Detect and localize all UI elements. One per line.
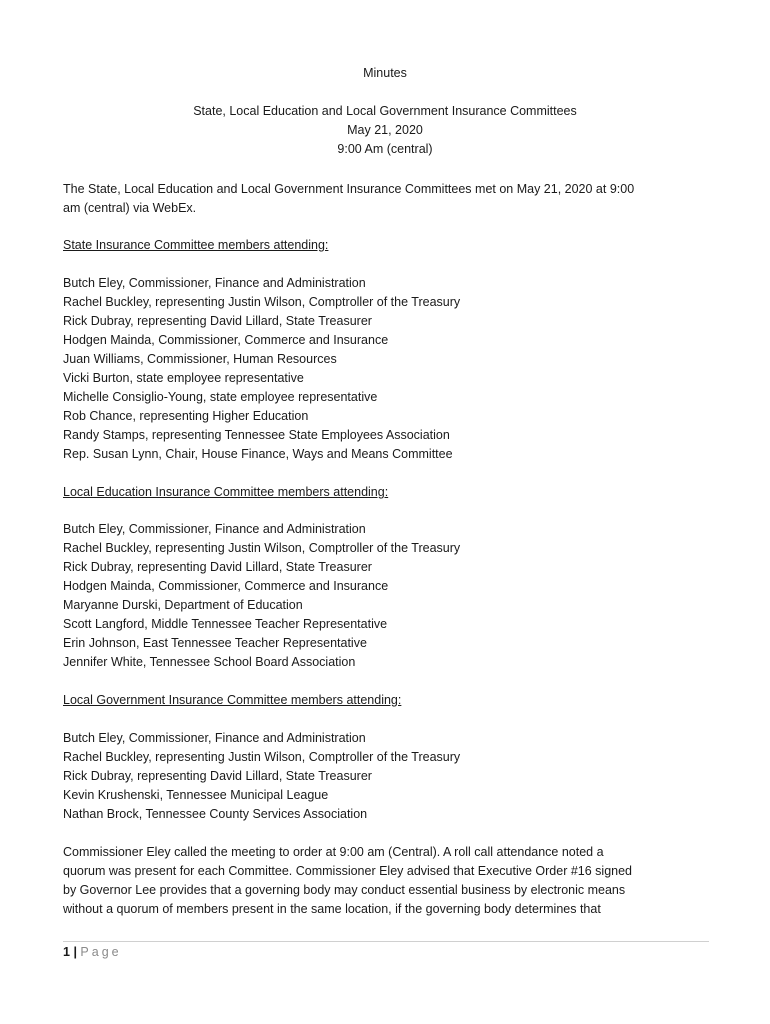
page-label: Page — [80, 945, 122, 959]
member-line: Michelle Consiglio-Young, state employee representative — [63, 390, 378, 404]
local-education-committee-heading: Local Education Insurance Committee members attending: — [63, 485, 389, 499]
member-line: Randy Stamps, representing Tennessee State Employees Association — [63, 428, 450, 442]
footer-separator: | — [73, 945, 77, 959]
member-line: Rachel Buckley, representing Justin Wilson, Comptroller of the Treasury — [63, 750, 461, 764]
meeting-date: May 21, 2020 — [347, 123, 423, 137]
intro-line: am (central) via WebEx. — [63, 201, 197, 215]
paragraph-line: without a quorum of members present in the same location, if the governing body determines that — [63, 902, 601, 916]
intro-line: The State, Local Education and Local Government Insurance Committees met on May 21, 2020 at 9:00 — [63, 182, 635, 196]
member-line: Scott Langford, Middle Tennessee Teacher Representative — [63, 617, 388, 631]
page-number: 1 — [63, 945, 70, 959]
member-line: Rachel Buckley, representing Justin Wilson, Comptroller of the Treasury — [63, 295, 461, 309]
member-line: Butch Eley, Commissioner, Finance and Administration — [63, 522, 366, 536]
member-line: Hodgen Mainda, Commissioner, Commerce and Insurance — [63, 579, 389, 593]
document-title: Minutes — [363, 66, 407, 80]
member-line: Erin Johnson, East Tennessee Teacher Representative — [63, 636, 367, 650]
member-line: Kevin Krushenski, Tennessee Municipal League — [63, 788, 329, 802]
member-line: Juan Williams, Commissioner, Human Resources — [63, 352, 337, 366]
member-line: Hodgen Mainda, Commissioner, Commerce and Insurance — [63, 333, 389, 347]
member-line: Butch Eley, Commissioner, Finance and Administration — [63, 276, 366, 290]
page-footer — [63, 944, 122, 960]
committees-title: State, Local Education and Local Government Insurance Committees — [193, 104, 577, 118]
paragraph-line: by Governor Lee provides that a governing body may conduct essential business by electronic means — [63, 883, 626, 897]
state-committee-heading: State Insurance Committee members attending: — [63, 238, 329, 252]
member-line: Maryanne Durski, Department of Education — [63, 598, 303, 612]
footer-divider — [63, 941, 709, 942]
paragraph-line: quorum was present for each Committee. Commissioner Eley advised that Executive Order #16 signed — [63, 864, 633, 878]
member-line: Rep. Susan Lynn, Chair, House Finance, Ways and Means Committee — [63, 447, 453, 461]
member-line: Nathan Brock, Tennessee County Services Association — [63, 807, 368, 821]
member-line: Rick Dubray, representing David Lillard, State Treasurer — [63, 314, 372, 328]
meeting-time: 9:00 Am (central) — [337, 142, 433, 156]
local-government-committee-heading: Local Government Insurance Committee members attending: — [63, 693, 402, 707]
member-line: Rick Dubray, representing David Lillard, State Treasurer — [63, 769, 372, 783]
member-line: Rob Chance, representing Higher Education — [63, 409, 309, 423]
member-line: Vicki Burton, state employee representative — [63, 371, 304, 385]
member-line: Rick Dubray, representing David Lillard, State Treasurer — [63, 560, 372, 574]
member-line: Jennifer White, Tennessee School Board Association — [63, 655, 356, 669]
member-line: Butch Eley, Commissioner, Finance and Administration — [63, 731, 366, 745]
member-line: Rachel Buckley, representing Justin Wilson, Comptroller of the Treasury — [63, 541, 461, 555]
paragraph-line: Commissioner Eley called the meeting to order at 9:00 am (Central). A roll call attendance noted a — [63, 845, 604, 859]
